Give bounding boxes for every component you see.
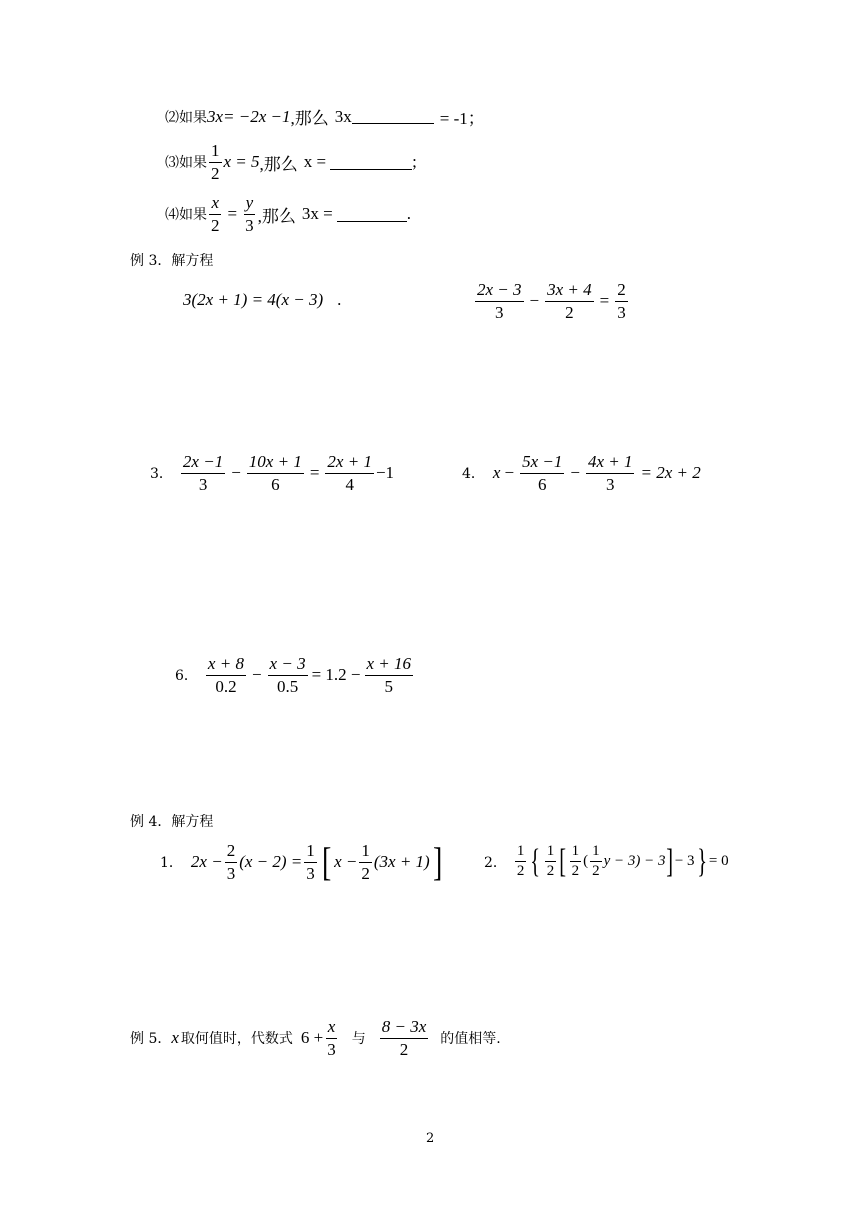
problem-4 bbox=[462, 452, 701, 494]
ex4-e2-f2-den: 2 bbox=[546, 863, 555, 880]
ex4-e2-inner: y − 3) − 3 bbox=[603, 853, 666, 870]
p6-a-num: x + 8 bbox=[206, 654, 246, 676]
p3-frac-a bbox=[181, 452, 225, 494]
p3-tail: −1 bbox=[375, 463, 395, 483]
p4-frac-b bbox=[586, 452, 635, 494]
p6-mid: = 1.2 − bbox=[311, 665, 361, 685]
q3-prefix: ⑶如果 bbox=[165, 155, 207, 172]
ex4-e2-open-paren: ( bbox=[583, 853, 589, 870]
ex4-e1-inner-lead: x − bbox=[334, 852, 358, 872]
q4-tail: . bbox=[406, 204, 411, 224]
p6-b-num: x − 3 bbox=[268, 654, 308, 676]
ex3-eq2-a-den: 3 bbox=[495, 302, 504, 322]
q4-then: ,那么 bbox=[257, 206, 296, 226]
q4-f1-num: x bbox=[209, 193, 221, 215]
p6-frac-c bbox=[365, 654, 414, 696]
ex5-f2-den: 2 bbox=[399, 1039, 409, 1059]
problem-6-label: 6． bbox=[175, 668, 198, 685]
q4-f2-num: y bbox=[244, 193, 256, 215]
p3-frac-b bbox=[247, 452, 304, 494]
p4-a-den: 6 bbox=[537, 474, 547, 494]
example-3-equation-1 bbox=[183, 290, 341, 310]
p4-b-num: 4x + 1 bbox=[586, 452, 635, 474]
p3-b-num: 10x + 1 bbox=[247, 452, 304, 474]
q4-prefix: ⑷如果 bbox=[165, 207, 207, 224]
p4-tail: = 2x + 2 bbox=[640, 463, 701, 483]
minus-sign: − bbox=[504, 463, 515, 483]
q4-then-lhs: 3x = bbox=[301, 204, 333, 224]
ex3-eq2-frac-c bbox=[615, 280, 628, 322]
q2-then-lhs: 3x bbox=[334, 106, 352, 126]
minus-sign: − bbox=[231, 463, 241, 483]
p4-b-den: 3 bbox=[605, 474, 615, 494]
ex4-e1-f1-den: 3 bbox=[226, 863, 236, 883]
ex4-e1-f2-num: 1 bbox=[304, 841, 317, 863]
q3-then: ,那么 bbox=[259, 154, 298, 174]
ex4-e2-f1-num: 1 bbox=[515, 843, 527, 862]
ex5-conj: 与 bbox=[351, 1031, 366, 1048]
p3-a-num: 2x −1 bbox=[181, 452, 225, 474]
q3-eq-rest: x = 5 bbox=[223, 152, 260, 172]
q2-prefix: ⑵如果 bbox=[165, 109, 207, 126]
ex5-frac-2 bbox=[380, 1017, 429, 1059]
ex5-text1: 取何值时，代数式 bbox=[180, 1031, 293, 1048]
ex4-e1-label: 1． bbox=[160, 855, 183, 872]
ex4-e2-frac-3 bbox=[570, 843, 582, 881]
p3-a-den: 3 bbox=[198, 474, 208, 494]
right-bracket: ] bbox=[666, 842, 674, 880]
question-2 bbox=[165, 104, 485, 129]
q3-fraction bbox=[209, 141, 222, 183]
ex4-e2-f3-num: 1 bbox=[570, 843, 582, 862]
minus-sign: − bbox=[529, 291, 540, 311]
q2-then-rhs: = -1； bbox=[439, 109, 485, 128]
ex4-e1-f3-num: 1 bbox=[359, 841, 372, 863]
left-brace: { bbox=[530, 842, 541, 880]
ex4-e1-f1-num: 2 bbox=[225, 841, 238, 863]
q4-answer-blank[interactable] bbox=[337, 207, 407, 222]
ex4-e1-inner-tail: (3x + 1) bbox=[373, 852, 430, 872]
left-bracket: [ bbox=[321, 839, 332, 885]
ex4-e1-lead: 2x − bbox=[190, 852, 223, 872]
q4-f2-den: 3 bbox=[245, 215, 254, 235]
ex5-var: x bbox=[171, 1028, 179, 1048]
minus-sign: − bbox=[251, 665, 262, 685]
ex3-eq1-text: 3(2x + 1) = 4(x − 3) bbox=[183, 290, 324, 309]
ex4-e2-after-bracket: − 3 bbox=[674, 853, 695, 870]
ex4-e2-frac-4 bbox=[590, 843, 602, 881]
example-3-heading: 例 3．解方程 bbox=[130, 253, 214, 269]
ex3-eq1-tail: . bbox=[337, 290, 342, 309]
ex3-eq2-b-num: 3x + 4 bbox=[545, 280, 594, 302]
problem-3-label: 3． bbox=[150, 466, 173, 483]
ex4-e2-f2-num: 1 bbox=[545, 843, 557, 862]
question-4 bbox=[165, 193, 411, 235]
ex4-e2-f4-num: 1 bbox=[590, 843, 602, 862]
ex4-e1-frac-3 bbox=[359, 841, 372, 883]
p3-c-den: 4 bbox=[345, 474, 354, 494]
ex4-e1-part: (x − 2) = bbox=[239, 852, 303, 872]
example-5 bbox=[130, 1017, 501, 1059]
ex5-frac-1 bbox=[325, 1017, 338, 1059]
q2-then: ,那么 bbox=[290, 109, 329, 128]
ex5-text2: 的值相等. bbox=[440, 1031, 501, 1048]
ex3-eq2-b-den: 2 bbox=[565, 302, 574, 322]
minus-sign: − bbox=[570, 463, 580, 483]
p3-c-num: 2x + 1 bbox=[325, 452, 374, 474]
ex4-e2-frac-1 bbox=[515, 843, 527, 881]
p6-b-den: 0.5 bbox=[276, 676, 299, 696]
equals-sign: = bbox=[227, 204, 238, 224]
left-bracket: [ bbox=[559, 842, 567, 880]
ex4-e1-frac-1 bbox=[225, 841, 238, 883]
ex4-e1-f3-den: 2 bbox=[361, 863, 370, 883]
p6-c-den: 5 bbox=[384, 676, 394, 696]
p4-frac-a bbox=[520, 452, 564, 494]
example-4-equation-1 bbox=[160, 841, 445, 883]
p3-b-den: 6 bbox=[271, 474, 280, 494]
right-bracket: ] bbox=[432, 839, 443, 885]
q3-frac-den: 2 bbox=[211, 163, 220, 183]
ex4-e1-frac-2 bbox=[304, 841, 317, 883]
q4-f1-den: 2 bbox=[211, 215, 220, 235]
example-3-equation-2 bbox=[473, 280, 630, 322]
ex5-f2-num: 8 − 3x bbox=[380, 1017, 429, 1039]
example-5-heading: 例 5． bbox=[130, 1031, 172, 1048]
example-4-equation-2 bbox=[484, 843, 729, 881]
problem-6 bbox=[175, 654, 415, 696]
equals-sign: = bbox=[599, 291, 610, 311]
p6-c-num: x + 16 bbox=[365, 654, 414, 676]
p6-frac-a bbox=[206, 654, 246, 696]
page-number: 2 bbox=[426, 1131, 435, 1146]
question-3 bbox=[165, 141, 417, 183]
problem-3 bbox=[150, 452, 394, 494]
ex5-f1-den: 3 bbox=[327, 1039, 336, 1059]
ex4-e2-f1-den: 2 bbox=[516, 863, 525, 880]
q3-answer-blank[interactable] bbox=[330, 155, 412, 170]
ex4-e2-tail: = 0 bbox=[708, 853, 729, 870]
ex4-e1-f2-den: 3 bbox=[306, 863, 315, 883]
q3-frac-num: 1 bbox=[209, 141, 222, 163]
ex4-e2-f3-den: 2 bbox=[571, 863, 580, 880]
q2-answer-blank[interactable] bbox=[352, 109, 434, 124]
ex3-eq2-frac-a bbox=[475, 280, 524, 322]
example-4-heading: 例 4．解方程 bbox=[130, 814, 214, 830]
q2-eq-lhs: 3x bbox=[207, 106, 224, 126]
ex4-e2-f4-den: 2 bbox=[592, 863, 600, 880]
q4-fraction-1 bbox=[209, 193, 222, 235]
p4-lead: x bbox=[492, 463, 501, 483]
p3-frac-c bbox=[325, 452, 374, 494]
ex4-e2-label: 2． bbox=[484, 854, 507, 871]
right-brace: } bbox=[696, 842, 707, 880]
q3-then-lhs: x = bbox=[303, 152, 327, 172]
ex3-eq2-c-den: 3 bbox=[617, 302, 626, 322]
p4-a-num: 5x −1 bbox=[520, 452, 564, 474]
p6-a-den: 0.2 bbox=[215, 676, 237, 696]
ex5-expr1-lead: 6 + bbox=[300, 1028, 324, 1048]
equals-sign: = bbox=[309, 463, 320, 483]
q4-fraction-2 bbox=[243, 193, 256, 235]
ex5-f1-num: x bbox=[326, 1017, 338, 1039]
ex3-eq2-c-num: 2 bbox=[615, 280, 628, 302]
q2-eq-mid: = −2x −1 bbox=[223, 106, 291, 126]
ex3-eq2-frac-b bbox=[545, 280, 594, 322]
ex3-eq2-a-num: 2x − 3 bbox=[475, 280, 524, 302]
p6-frac-b bbox=[268, 654, 308, 696]
ex4-e2-frac-2 bbox=[545, 843, 557, 881]
q3-tail: ; bbox=[412, 152, 417, 172]
problem-4-label: 4． bbox=[462, 466, 485, 483]
